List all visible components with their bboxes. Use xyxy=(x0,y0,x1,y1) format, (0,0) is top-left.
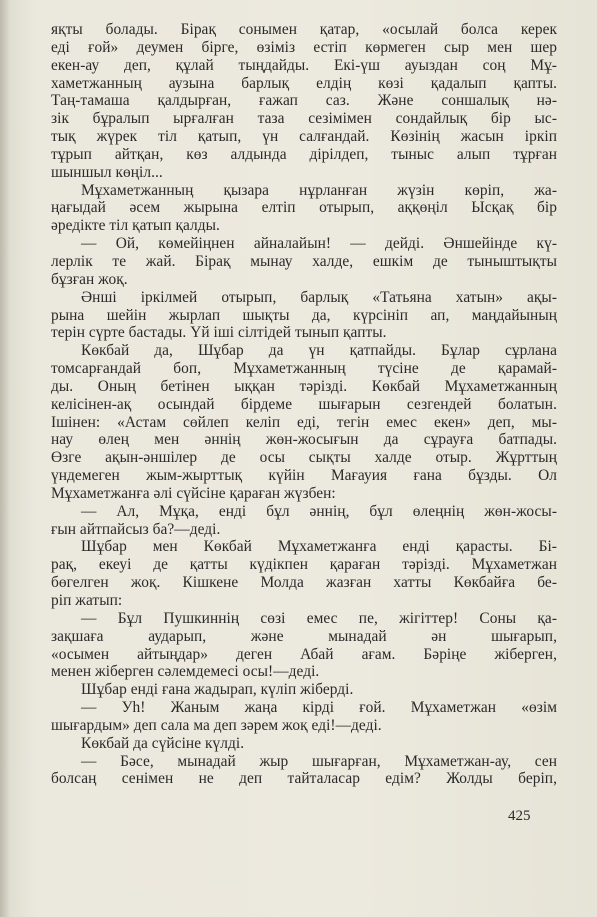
text-line: шығардым» деп сала ма деп зәрем жоқ еді!—деді. xyxy=(51,716,382,734)
text-line: — Ой, көмейіңнен айналайын! — дейді. Әншейінде кү- xyxy=(81,235,557,253)
text-line: — Бұл Пушкиннің сөзі емес пе, жігіттер! Соны қа- xyxy=(81,609,557,627)
text-line: ңағыдай әсем жырына елтіп отырып, аққөңіл Ысқақ бір xyxy=(51,199,557,217)
text-line: яқты болады. Бірақ сонымен қатар, «осылай болса керек xyxy=(51,21,557,38)
text-line: бөгелген жоқ. Кішкене Молда жазған хатты Көкбайға бе- xyxy=(51,574,557,592)
text-line: тұрып айтқан, көз алдында дірілдеп, тыныс алып тұрған xyxy=(51,145,557,163)
text-line: бұзған жоқ. xyxy=(51,270,128,288)
text-line: тық жүрек тіл қатып, үн салғандай. Көзінің жасын іркіп xyxy=(51,128,557,146)
text-line: Ішінен: «Астам сөйлеп келіп еді, тегін емес екен» деп, мы- xyxy=(51,413,557,431)
text-line: үндемеген жым-жырттық күйін Мағауия ғана бұзды. Ол xyxy=(51,467,557,485)
page-binding-shadow xyxy=(0,0,10,917)
text-line: хаметжанның аузына барлық елдің көзі қадалып қапты. xyxy=(51,74,557,92)
text-line: зақшаға аударып, және мынадай ән шығарып, xyxy=(51,627,557,645)
text-line: болсаң сенімен не деп тайталасар едім? Жолды беріп, xyxy=(51,770,557,788)
text-line: зік бұралып ырғалған таза сезімімен сондайлық бір ыс- xyxy=(51,110,557,128)
text-line: шыншыл көңіл... xyxy=(51,163,163,181)
text-line: Көкбай да сүйсіне күлді. xyxy=(81,734,245,752)
text-line: «осымен айтыңдар» деген Абай ағам. Бәріңе жіберген, xyxy=(51,645,557,663)
text-line: — Ал, Мұқа, енді бұл әннің, бұл өлеңнің жөн-жосы- xyxy=(81,502,557,520)
text-line: Мұхаметжанға әлі сүйсіне қараған жүзбен: xyxy=(51,484,336,502)
text-line: Мұхаметжанның қызара нұрланған жүзін көріп, жа- xyxy=(81,181,557,199)
text-line: ды. Оның бетінен ыққан тәрізді. Көкбай Мұхаметжанның xyxy=(51,377,557,395)
text-line: Әнші іркілмей отырып, барлық «Татьяна хатын» ақы- xyxy=(81,288,557,306)
text-line: ғын айтпайсыз ба?—деді. xyxy=(51,520,221,538)
text-line: Көкбай да, Шұбар да үн қатпайды. Бұлар сұрлана xyxy=(81,342,557,360)
text-line: — Бәсе, мынадай жыр шығарған, Мұхаметжан-ау, сен xyxy=(81,752,557,770)
text-line: әредікте тіл қатып қалды. xyxy=(51,217,220,235)
text-line: терін сүрте бастады. Үй іші сілтідей тынып қапты. xyxy=(51,324,387,342)
text-line: еді ғой» деумен бірге, өзіміз естіп көрмеген сыр мен шер xyxy=(51,38,557,56)
page-number: 425 xyxy=(508,808,531,824)
text-line: Өзге ақын-әншілер де осы сықты халде отыр. Жұрттың xyxy=(51,449,557,467)
text-line: — Уһ! Жаным жаңа кірді ғой. Мұхаметжан «өзім xyxy=(81,699,557,717)
text-line: менен жіберген сәлемдемесі осы!—деді. xyxy=(51,663,320,681)
text-line: Таң-тамаша қалдырған, ғажап саз. Және соншалық нә- xyxy=(51,92,557,110)
text-line: ріп жатып: xyxy=(51,592,123,609)
text-line: рына шейін жырлап шықты да, күрсініп ап, маңдайының xyxy=(51,306,557,324)
text-line: лерлік те жай. Бірақ мынау халде, ешкім де тыныштықты xyxy=(51,252,557,270)
text-line: екен-ау деп, құлай тыңдайды. Екі-үш ауыздан соң Мұ- xyxy=(51,56,557,74)
text-line: томсарғандай боп, Мұхаметжанның түсіне де қарамай- xyxy=(51,360,557,378)
text-line: рақ, екеуі де қатты күдікпен қараған тәрізді. Мұхаметжан xyxy=(51,556,557,574)
text-line: келісінен-ақ осындай бірдеме шығарын сезгендей болатын. xyxy=(51,395,557,413)
page-text xyxy=(51,21,557,788)
text-line: Шұбар енді ғана жадырап, күліп жіберді. xyxy=(81,681,354,699)
text-line: Шұбар мен Көкбай Мұхаметжанға енді қарасты. Бі- xyxy=(81,538,557,556)
text-line: нау өлең мен әннің жөн-жосығын да сұрауға батпады. xyxy=(51,431,557,449)
